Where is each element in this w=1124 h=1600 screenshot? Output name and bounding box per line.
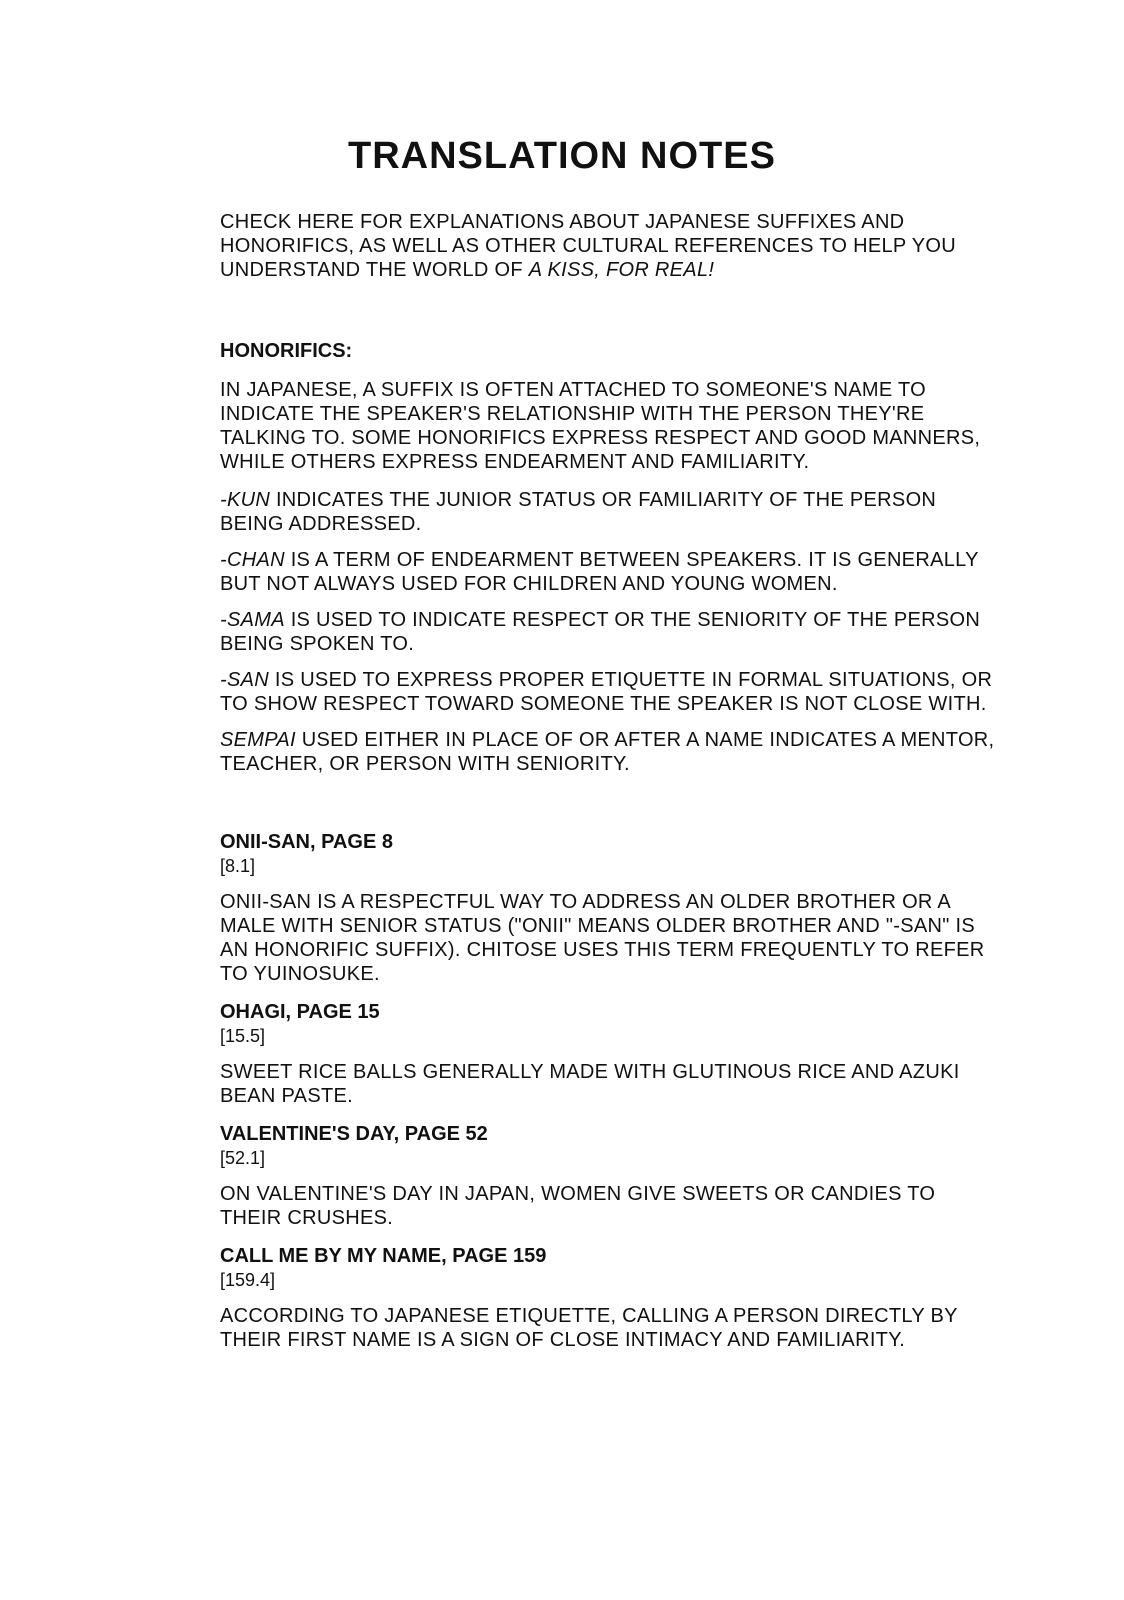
intro-paragraph [220,210,1000,282]
honorific-term: -SAMA [220,609,285,631]
note-onii-san [220,830,1000,986]
honorific-text: IS USED TO EXPRESS PROPER ETIQUETTE IN FORMAL SITUATIONS, OR TO SHOW RESPECT TOWARD SOMEONE THE SPEAKER IS NOT CLOSE WITH. [220,669,993,715]
honorifics-heading: HONORIFICS: [220,340,353,362]
honorific-text: IS A TERM OF ENDEARMENT BETWEEN SPEAKERS. IT IS GENERALLY BUT NOT ALWAYS USED FOR CHILDREN AND YOUNG WOMEN. [220,549,979,595]
note-valentines-day [220,1122,1000,1230]
honorific-text: USED EITHER IN PLACE OF OR AFTER A NAME INDICATES A MENTOR, TEACHER, OR PERSON WITH SENIORITY. [220,729,995,775]
note-reference: [8.1] [220,856,256,876]
note-heading: ONII-SAN, PAGE 8 [220,831,393,853]
note-reference: [15.5] [220,1026,266,1046]
content-body [220,210,1000,1366]
note-text: ACCORDING TO JAPANESE ETIQUETTE, CALLING A PERSON DIRECTLY BY THEIR FIRST NAME IS A SIGN OF CLOSE INTIMACY AND FAMILIARITY. [220,1305,958,1351]
honorific-sempai [220,728,1000,776]
honorific-term: -KUN [220,489,271,511]
honorific-chan [220,548,1000,596]
honorific-kun [220,488,1000,536]
honorifics-section [220,338,1000,776]
note-heading: CALL ME BY MY NAME, PAGE 159 [220,1245,547,1267]
honorific-term: -CHAN [220,549,285,571]
note-reference: [52.1] [220,1148,266,1168]
honorifics-intro: IN JAPANESE, A SUFFIX IS OFTEN ATTACHED TO SOMEONE'S NAME TO INDICATE THE SPEAKER'S RELATIONSHIP WITH THE PERSON THEY'RE TALKING TO. SOME HONORIFICS EXPRESS RESPECT AND GOOD MANNERS, WHILE OTHERS EXPRESS ENDEARMENT AND FAMILIARITY. [220,379,981,473]
note-heading: OHAGI, PAGE 15 [220,1001,380,1023]
note-reference: [159.4] [220,1270,276,1290]
intro-text: CHECK HERE FOR EXPLANATIONS ABOUT JAPANESE SUFFIXES AND HONORIFICS, AS WELL AS OTHER CULTURAL REFERENCES TO HELP YOU UNDERSTAND THE WORLD OF [220,211,956,281]
note-heading: VALENTINE'S DAY, PAGE 52 [220,1123,488,1145]
note-text: ONII-SAN IS A RESPECTFUL WAY TO ADDRESS AN OLDER BROTHER OR A MALE WITH SENIOR STATUS ("ONII" MEANS OLDER BROTHER AND "-SAN" IS AN HONORIFIC SUFFIX). CHITOSE USES THIS TERM FREQUENTLY TO REFER TO YUINOSUKE. [220,891,985,985]
note-call-me-by-my-name [220,1244,1000,1352]
note-text: SWEET RICE BALLS GENERALLY MADE WITH GLUTINOUS RICE AND AZUKI BEAN PASTE. [220,1061,960,1107]
note-text: ON VALENTINE'S DAY IN JAPAN, WOMEN GIVE SWEETS OR CANDIES TO THEIR CRUSHES. [220,1183,936,1229]
honorific-term: SEMPAI [220,729,296,751]
honorific-sama [220,608,1000,656]
honorific-text: IS USED TO INDICATE RESPECT OR THE SENIORITY OF THE PERSON BEING SPOKEN TO. [220,609,981,655]
honorific-term: -SAN [220,669,269,691]
page-title: TRANSLATION NOTES [348,135,776,177]
honorific-san [220,668,1000,716]
intro-book-title: A KISS, FOR REAL! [528,259,715,281]
note-ohagi [220,1000,1000,1108]
honorific-text: INDICATES THE JUNIOR STATUS OR FAMILIARITY OF THE PERSON BEING ADDRESSED. [220,489,937,535]
